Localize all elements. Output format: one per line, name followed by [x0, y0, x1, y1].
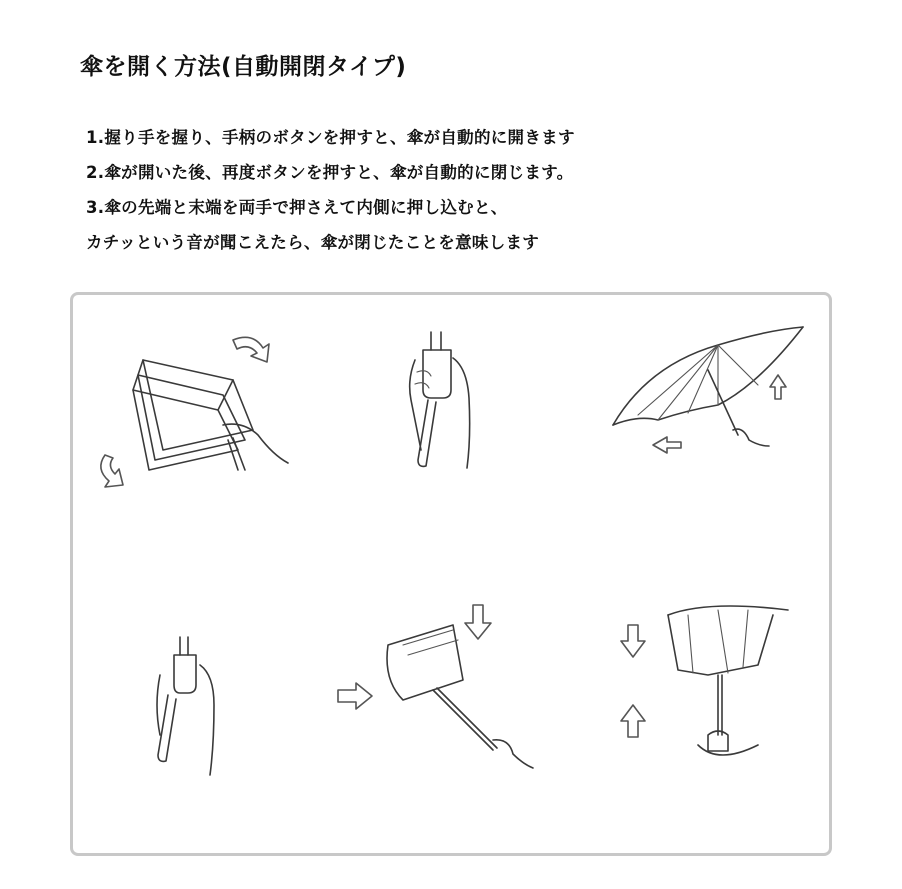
hand-press-button-again-icon	[148, 635, 238, 785]
instruction-step-2: 2.傘が開いた後、再度ボタンを押すと、傘が自動的に閉じます。	[86, 163, 574, 182]
hand-press-button-icon	[393, 330, 493, 480]
instruction-list	[86, 124, 575, 264]
umbrella-closing-push-icon	[333, 600, 543, 785]
instruction-step-3: 3.傘の先端と末端を両手で押さえて内側に押し込むと、	[86, 198, 508, 217]
umbrella-open-icon	[608, 315, 808, 465]
instruction-step-3-continued: カチッという音が聞こえたら、傘が閉じたことを意味します	[86, 233, 540, 252]
instruction-step-1: 1.握り手を握り、手柄のボタンを押すと、傘が自動的に開きます	[86, 128, 575, 147]
folded-umbrella-unfold-icon	[83, 320, 303, 500]
illustration-panel	[70, 292, 832, 856]
page-title: 傘を開く方法(自動開閉タイプ)	[80, 54, 407, 80]
umbrella-closed-click-icon	[618, 595, 793, 775]
